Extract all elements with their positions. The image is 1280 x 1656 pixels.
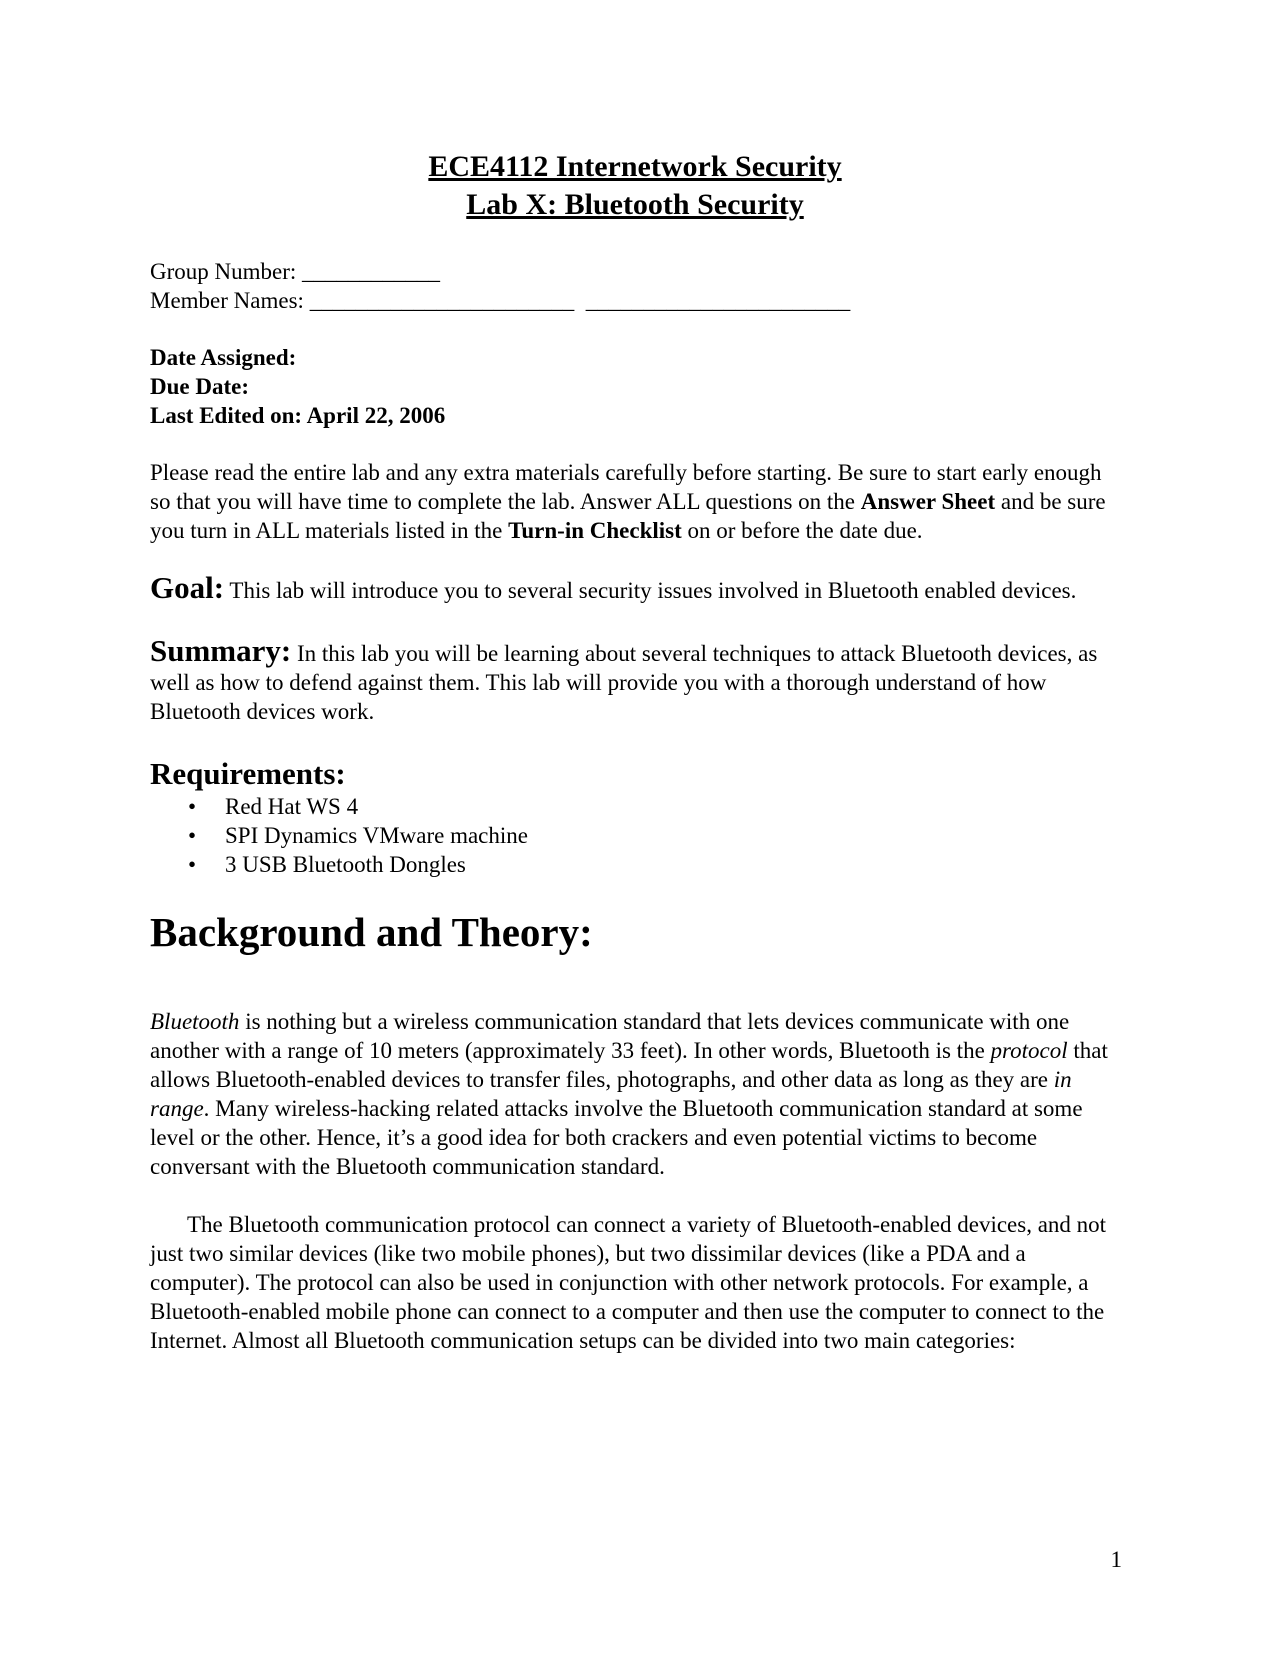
intro-paragraph [150, 458, 1120, 545]
goal-heading: Goal: [150, 570, 225, 605]
member-names-label: Member Names: [150, 288, 310, 313]
due-date: Due Date: [150, 374, 249, 399]
member-names-blank-2: _______________________ [585, 288, 851, 313]
requirement-text: 3 USB Bluetooth Dongles [225, 852, 466, 877]
summary-paragraph [150, 633, 1120, 726]
date-assigned: Date Assigned: [150, 345, 297, 370]
protocol-term: protocol [990, 1038, 1068, 1063]
list-item [150, 792, 1120, 821]
title-block [150, 148, 1120, 224]
background-text-3: . Many wireless-hacking related attacks involve the Bluetooth communication standard at some level or the other. Hence, it’s a good idea for both crackers and even potential victims to become conversant with the Bluetooth communication standard. [150, 1096, 1083, 1179]
requirements-list [150, 792, 1120, 879]
background-text-1: is nothing but a wireless communication standard that lets devices communicate with one another with a range of 10 meters (approximately 33 feet). In other words, Bluetooth is the [150, 1009, 1070, 1063]
in-range-term: in range [150, 1067, 1072, 1121]
list-item [150, 850, 1120, 879]
bullet-icon: • [188, 794, 197, 819]
requirement-text: SPI Dynamics VMware machine [225, 823, 528, 848]
turn-in-checklist-term: Turn-in Checklist [508, 518, 682, 543]
intro-text-3: on or before the date due. [681, 518, 923, 543]
list-item [150, 821, 1120, 850]
course-title: ECE4112 Internetwork Security [428, 150, 842, 183]
background-text-2: that allows Bluetooth-enabled devices to transfer files, photographs, and other data as long as they are [150, 1038, 1108, 1092]
bluetooth-term: Bluetooth [150, 1009, 240, 1034]
page-number: 1 [1110, 1547, 1122, 1572]
group-number-label: Group Number: [150, 259, 303, 284]
summary-heading: Summary: [150, 633, 292, 668]
goal-paragraph [150, 570, 1120, 606]
background-paragraph-1 [150, 1007, 1120, 1181]
group-number-line [150, 257, 1120, 286]
answer-sheet-term: Answer Sheet [860, 489, 996, 514]
goal-text: This lab will introduce you to several security issues involved in Bluetooth enabled devices. [224, 578, 1077, 603]
summary-text: In this lab you will be learning about several techniques to attack Bluetooth devices, as well as how to defend against them. This lab will provide you with a thorough understand of how Bluetooth devices work. [150, 641, 1098, 724]
document-page [150, 148, 1120, 1355]
member-names-line [150, 286, 1120, 315]
requirement-text: Red Hat WS 4 [225, 794, 359, 819]
intro-text-2: and be sure you turn in ALL materials listed in the [150, 489, 1106, 543]
intro-text-1: Please read the entire lab and any extra materials carefully before starting. Be sure to start early enough so that you will have time to complete the lab. Answer ALL questions on the [150, 460, 1102, 514]
last-edited: Last Edited on: April 22, 2006 [150, 403, 446, 428]
requirements-heading: Requirements: [150, 756, 346, 791]
lab-title: Lab X: Bluetooth Security [466, 188, 804, 221]
bullet-icon: • [188, 852, 197, 877]
group-number-blank: ____________ [302, 259, 441, 284]
background-heading: Background and Theory: [150, 909, 593, 955]
bullet-icon: • [188, 823, 197, 848]
background-paragraph-2: The Bluetooth communication protocol can connect a variety of Bluetooth-enabled devices, and not just two similar devices (like two mobile phones), but two dissimilar devices (like a PDA and a computer). The protocol can also be used in conjunction with other network protocols. For example, a Bluetooth-enabled mobile phone can connect to a computer and then use the computer to connect to the Internet. Almost all Bluetooth communication setups can be divided into two main categories: [150, 1212, 1107, 1353]
member-names-blank-1: _______________________ [309, 288, 575, 313]
